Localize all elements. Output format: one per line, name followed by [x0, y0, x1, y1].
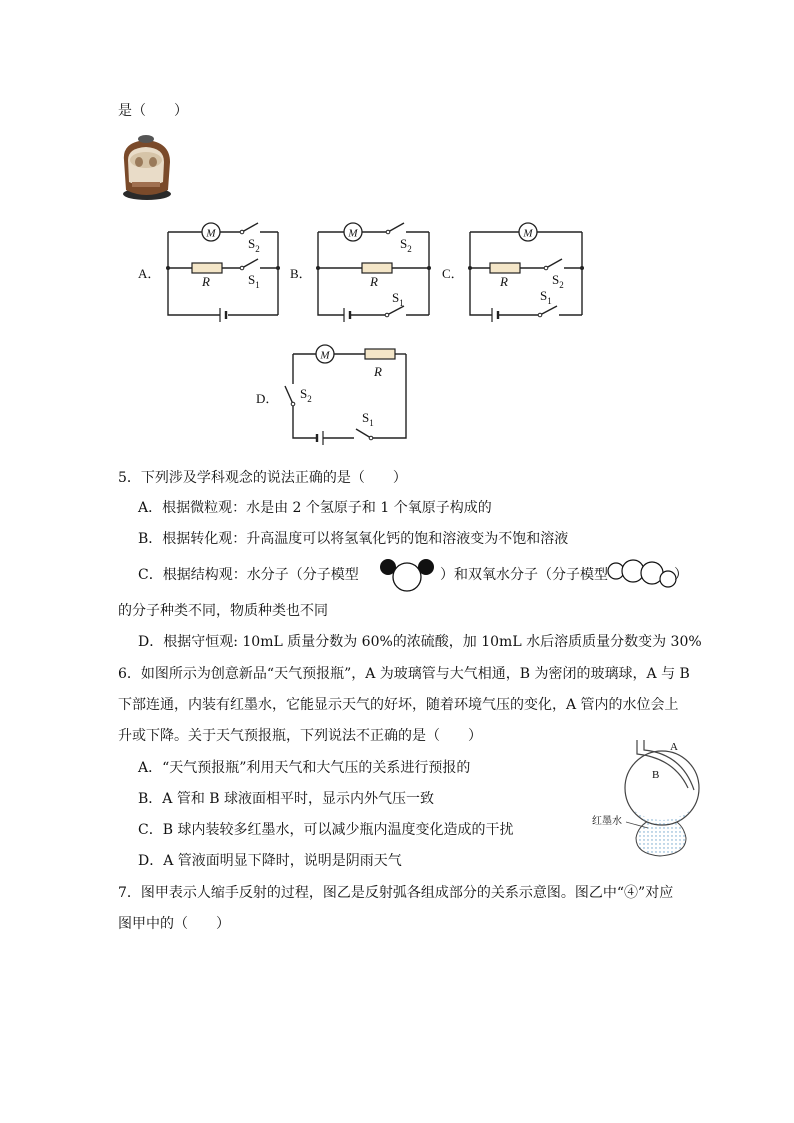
svg-text:S1: $S_1$: [540, 288, 552, 306]
svg-text:R: R: [370, 274, 378, 289]
svg-text:S2: $S_2$: [552, 272, 564, 290]
svg-text:S2: $S_2$: [300, 386, 312, 404]
resistor-icon: [365, 349, 395, 359]
circuit-d: [256, 340, 416, 446]
q6-option-a: A．“天气预报瓶”利用天气和大气压的关系进行预报的: [138, 760, 471, 776]
svg-text:R: R: [500, 274, 508, 289]
svg-text:M: M: [320, 349, 330, 362]
svg-text:S1: $S_1$: [248, 272, 260, 290]
foot-bath-image: [118, 130, 174, 202]
resistor-icon: [490, 263, 520, 273]
q7-stem-line1: 7．图甲表示人缩手反射的过程，图乙是反射弧各组成部分的关系示意图。图乙中“④”对应: [118, 885, 674, 901]
q6-option-c: C．B 球内装较多红墨水，可以减少瓶内温度变化造成的干扰: [138, 822, 514, 838]
svg-text:S2: $S_2$: [400, 236, 412, 254]
circuit-a-label: A．: [138, 266, 161, 281]
hydrogen-peroxide-model: [606, 556, 680, 590]
svg-text:R: R: [202, 274, 210, 289]
q6-stem-line1: 6．如图所示为创意新品“天气预报瓶”，A 为玻璃管与大气相通，B 为密闭的玻璃球，A 与 B: [118, 666, 690, 682]
circuit-d-label: D．: [256, 391, 279, 406]
circuit-b-label: B．: [290, 266, 312, 281]
q5-option-c-part1: C．根据结构观：水分子（分子模型: [138, 567, 359, 583]
svg-text:B: B: [652, 769, 660, 781]
svg-text:A: A: [670, 741, 678, 753]
weather-bottle-diagram: [590, 738, 702, 862]
q6-stem-line2: 下部连通，内装有红墨水，它能显示天气的好坏，随着环境气压的变化，A 管内的水位会上: [118, 697, 679, 713]
resistor-icon: [192, 263, 222, 273]
svg-text:S1: $S_1$: [362, 410, 374, 428]
q6-option-d: D．A 管液面明显下降时，说明是阴雨天气: [138, 853, 402, 869]
circuit-a: [138, 218, 288, 328]
q5-option-a: A．根据微粒观：水是由 2 个氢原子和 1 个氧原子构成的: [138, 500, 492, 516]
q5-option-c-part3: ）: [674, 567, 688, 583]
svg-text:M: M: [523, 227, 533, 240]
q5-option-c-part4: 的分子种类不同，物质种类也不同: [118, 603, 328, 619]
svg-text:S1: $S_1$: [392, 290, 404, 308]
q5-option-c-part2: ）和双氧水分子（分子模型: [440, 567, 608, 583]
water-molecule-model: [378, 555, 436, 595]
q7-stem-line2: 图甲中的（ ）: [118, 916, 230, 932]
circuit-b: [290, 218, 440, 328]
q6-option-b: B．A 管和 B 球液面相平时，显示内外气压一致: [138, 791, 435, 807]
svg-text:R: R: [374, 364, 382, 379]
q5-option-b: B．根据转化观：升高温度可以将氢氧化钙的饱和溶液变为不饱和溶液: [138, 531, 569, 547]
svg-text:M: M: [348, 227, 358, 240]
q5-option-d: D．根据守恒观: 10mL 质量分数为 60%的浓硫酸，加 10mL 水后溶质质量分数变为 30%: [138, 634, 702, 650]
q4-stem-tail: 是（ ）: [118, 103, 188, 119]
q5-stem: 5．下列涉及学科观念的说法正确的是（ ）: [118, 470, 407, 486]
resistor-icon: [362, 263, 392, 273]
circuit-c: [442, 218, 592, 328]
svg-text:M: M: [206, 227, 216, 240]
q6-stem-line3: 升或下降。关于天气预报瓶，下列说法不正确的是（ ）: [118, 728, 482, 744]
circuit-c-label: C．: [442, 266, 464, 281]
svg-text:S2: $S_2$: [248, 236, 260, 254]
svg-text:红墨水: 红墨水: [592, 816, 622, 827]
